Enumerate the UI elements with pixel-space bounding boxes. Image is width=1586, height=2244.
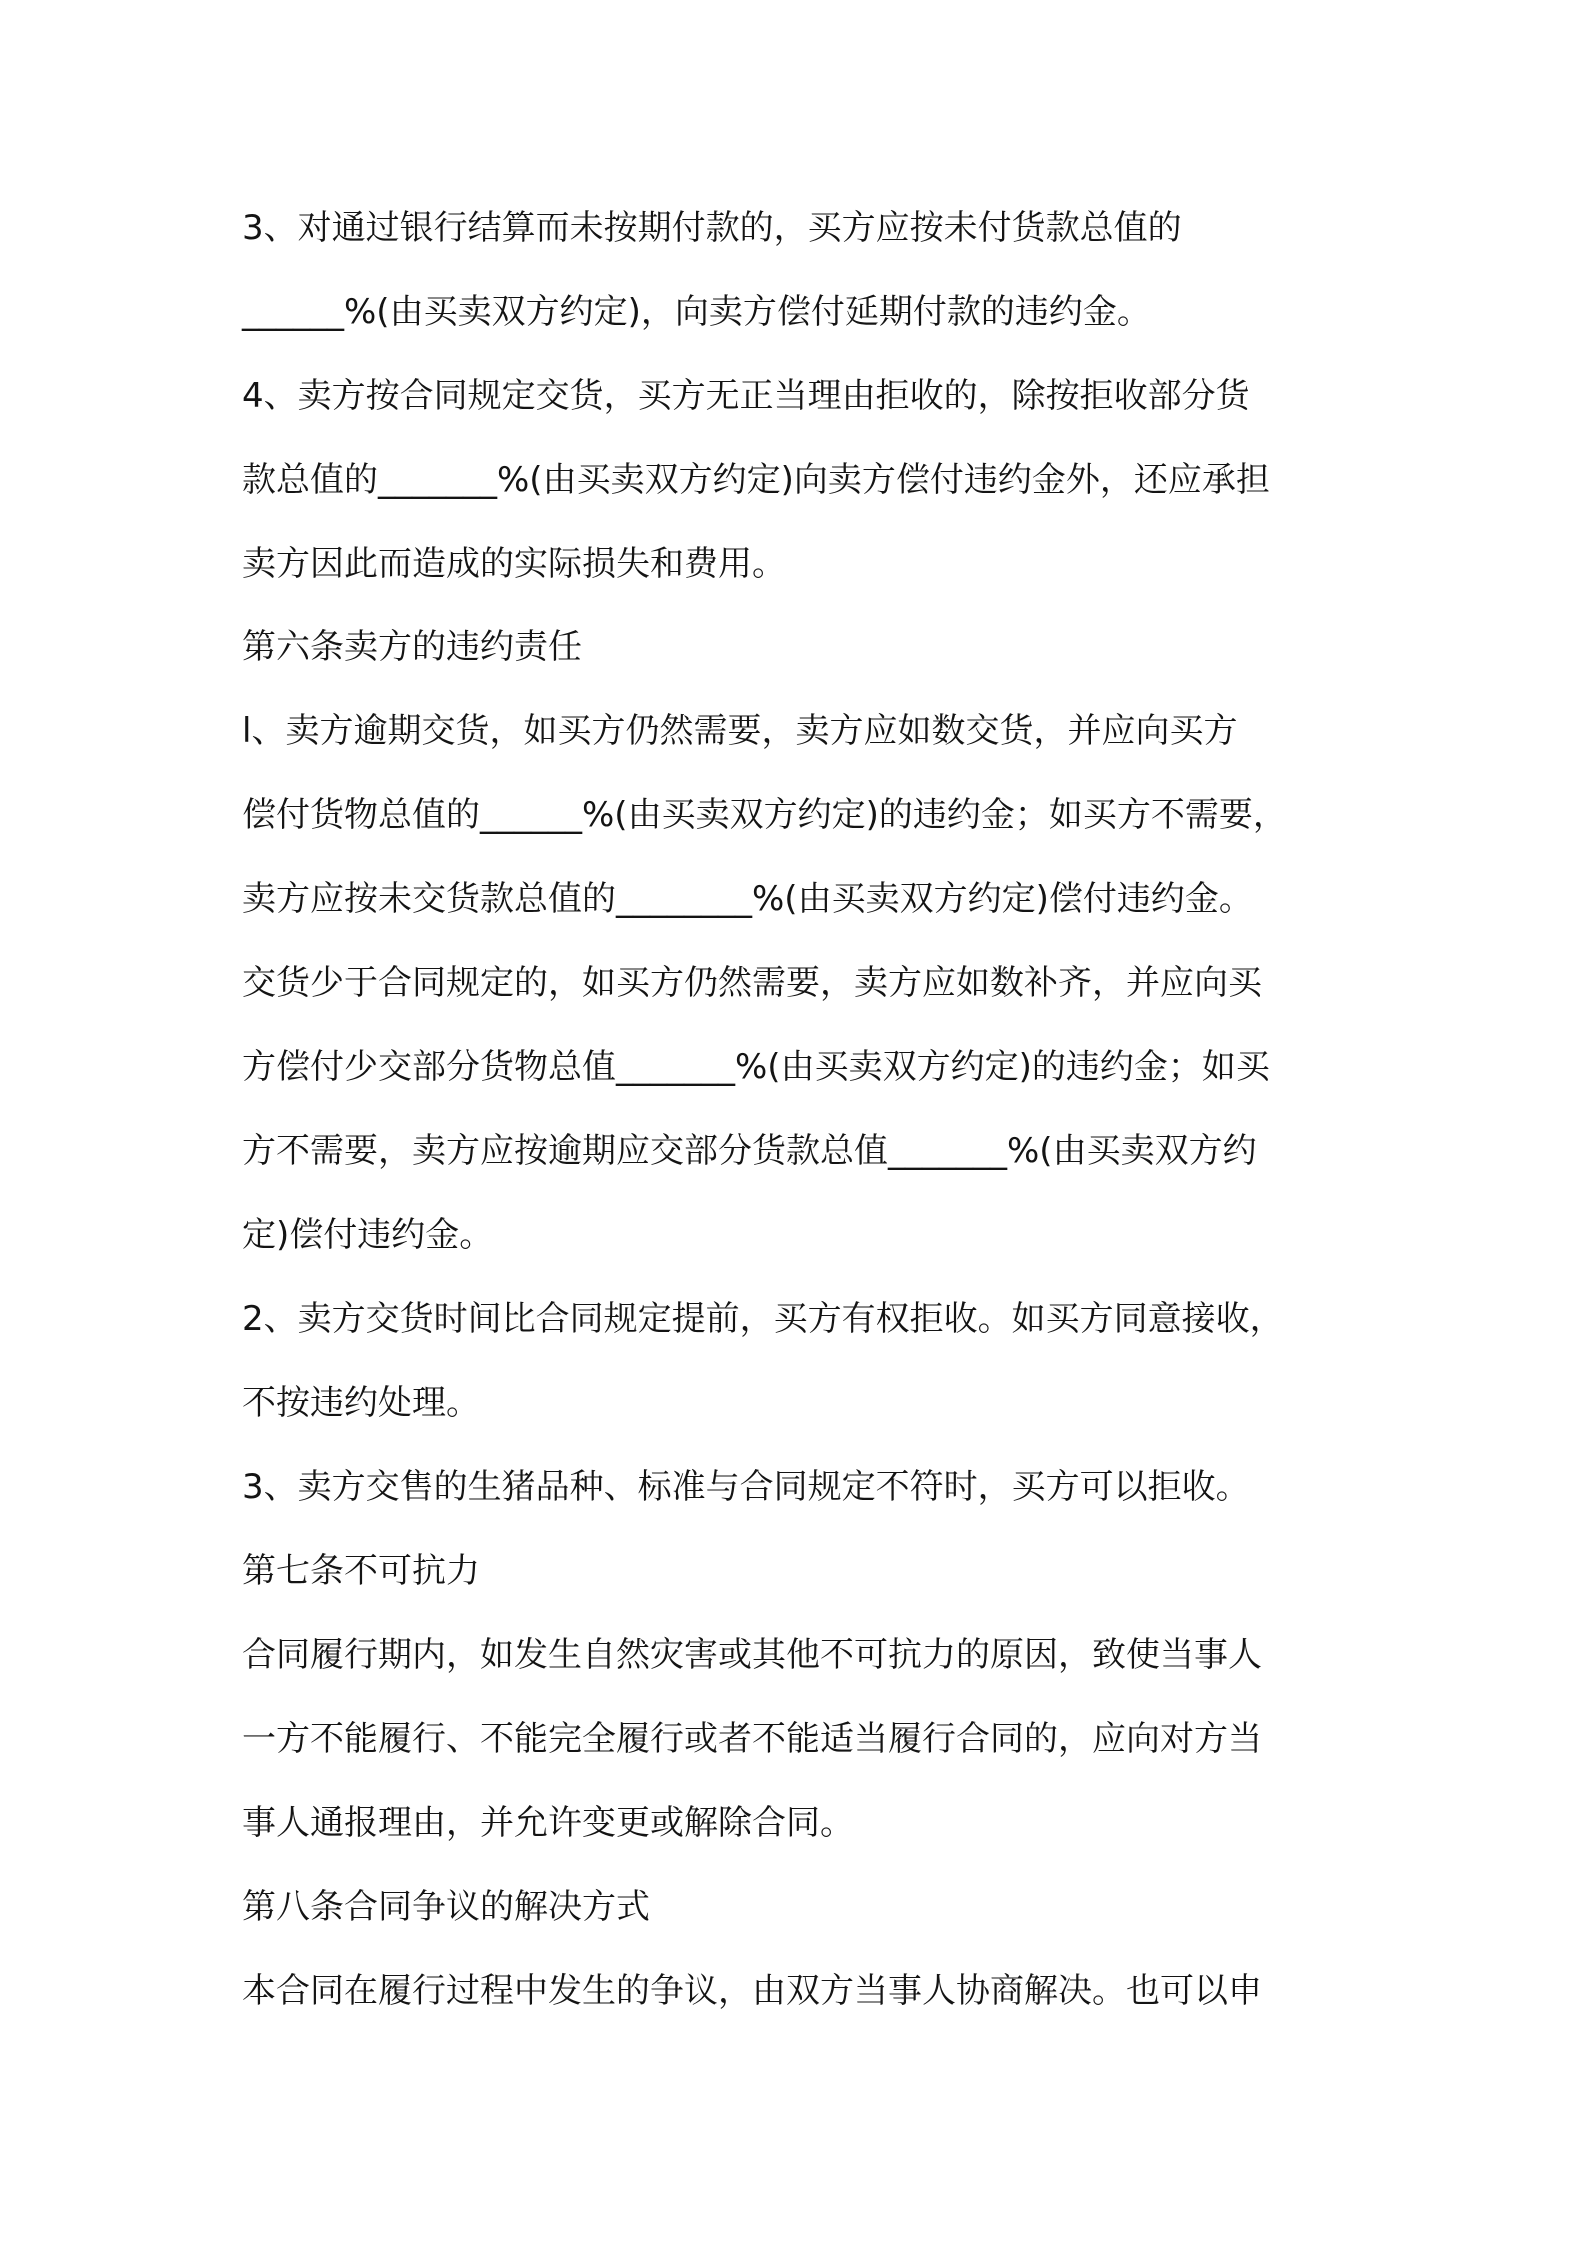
text-line: 合同履行期内，如发生自然灾害或其他不可抗力的原因，致使当事人 <box>242 1635 1262 1675</box>
text-line: 款总值的_______%(由买卖双方约定)向卖方偿付违约金外，还应承担 <box>242 460 1270 500</box>
section-heading: 第六条卖方的违约责任 <box>242 627 582 667</box>
section-heading: 第八条合同争议的解决方式 <box>242 1887 650 1927</box>
text-line: 3、卖方交售的生猪品种、标准与合同规定不符时，买方可以拒收。 <box>242 1467 1250 1507</box>
text-line: 卖方因此而造成的实际损失和费用。 <box>242 544 786 584</box>
text-line: 定)偿付违约金。 <box>242 1215 494 1255</box>
text-line: 卖方应按未交货款总值的________%(由买卖双方约定)偿付违约金。 <box>242 879 1253 919</box>
text-line: 交货少于合同规定的，如买方仍然需要，卖方应如数补齐，并应向买 <box>242 963 1262 1003</box>
text-line: 偿付货物总值的______%(由买卖双方约定)的违约金；如买方不需要， <box>242 795 1287 835</box>
text-line: 事人通报理由，并允许变更或解除合同。 <box>242 1803 854 1843</box>
text-line: 不按违约处理。 <box>242 1383 480 1423</box>
text-line: 方偿付少交部分货物总值_______%(由买卖双方约定)的违约金；如买 <box>242 1047 1270 1087</box>
section-heading: 第七条不可抗力 <box>242 1551 480 1591</box>
text-line: ______%(由买卖双方约定)，向卖方偿付延期付款的违约金。 <box>242 292 1151 332</box>
text-line: 4、卖方按合同规定交货，买方无正当理由拒收的，除按拒收部分货 <box>242 376 1250 416</box>
text-line: 3、对通过银行结算而未按期付款的，买方应按未付货款总值的 <box>242 208 1182 248</box>
text-line: l、卖方逾期交货，如买方仍然需要，卖方应如数交货，并应向买方 <box>242 711 1238 751</box>
text-line: 2、卖方交货时间比合同规定提前，买方有权拒收。如买方同意接收， <box>242 1299 1284 1339</box>
text-line: 一方不能履行、不能完全履行或者不能适当履行合同的，应向对方当 <box>242 1719 1262 1759</box>
text-line: 本合同在履行过程中发生的争议，由双方当事人协商解决。也可以申 <box>242 1971 1262 2011</box>
text-line: 方不需要，卖方应按逾期应交部分货款总值_______%(由买卖双方约 <box>242 1131 1257 1171</box>
